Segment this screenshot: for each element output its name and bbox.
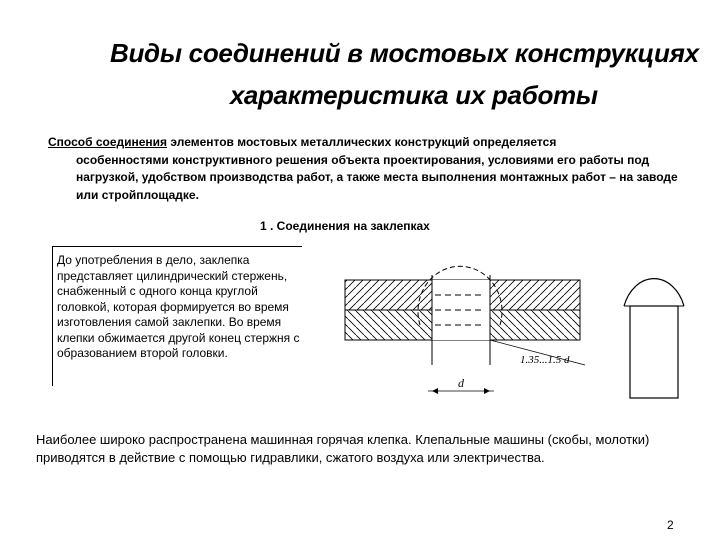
slide-title-line-2: характеристика их работы — [230, 80, 598, 110]
diameter-label: d — [458, 376, 464, 390]
section-heading: 1 . Соединения на заклепках — [260, 219, 430, 233]
intro-first-line-rest: элементов мостовых металлических конструкций определяется — [167, 135, 557, 149]
intro-underlined-term: Способ соединения — [48, 135, 168, 149]
rivet-diagram — [610, 258, 690, 403]
intro-continuation: особенностями конструктивного решения объекта проектирования, условиями его работы под нагрузкой, удобством производства работ, а также места выполнения монтажных работ – на заводе или стройплощадке. — [76, 152, 678, 202]
slide-title-line-1: Виды соединений в мостовых конструкциях — [110, 38, 699, 68]
intro-paragraph — [48, 134, 678, 204]
length-label: 1.35...1.5 d — [520, 354, 570, 366]
footer-paragraph: Наиболее широко распространена машинная горячая клепка. Клепальные машины (скобы, молотки) приводятся в действие с помощью гидравлики, сжатого воздуха или электричества. — [36, 432, 650, 465]
rivet-description: До употребления в дело, заклепка представляет цилиндрический стержень, снабженный с одного конца круглой головкой, которая формируется во время изготовления самой заклепки. Во время клепки обжимается другой конец стержня с образованием второй головки. — [52, 246, 302, 386]
riveted-joint-diagram — [340, 255, 590, 405]
page-number: 2 — [667, 518, 674, 532]
